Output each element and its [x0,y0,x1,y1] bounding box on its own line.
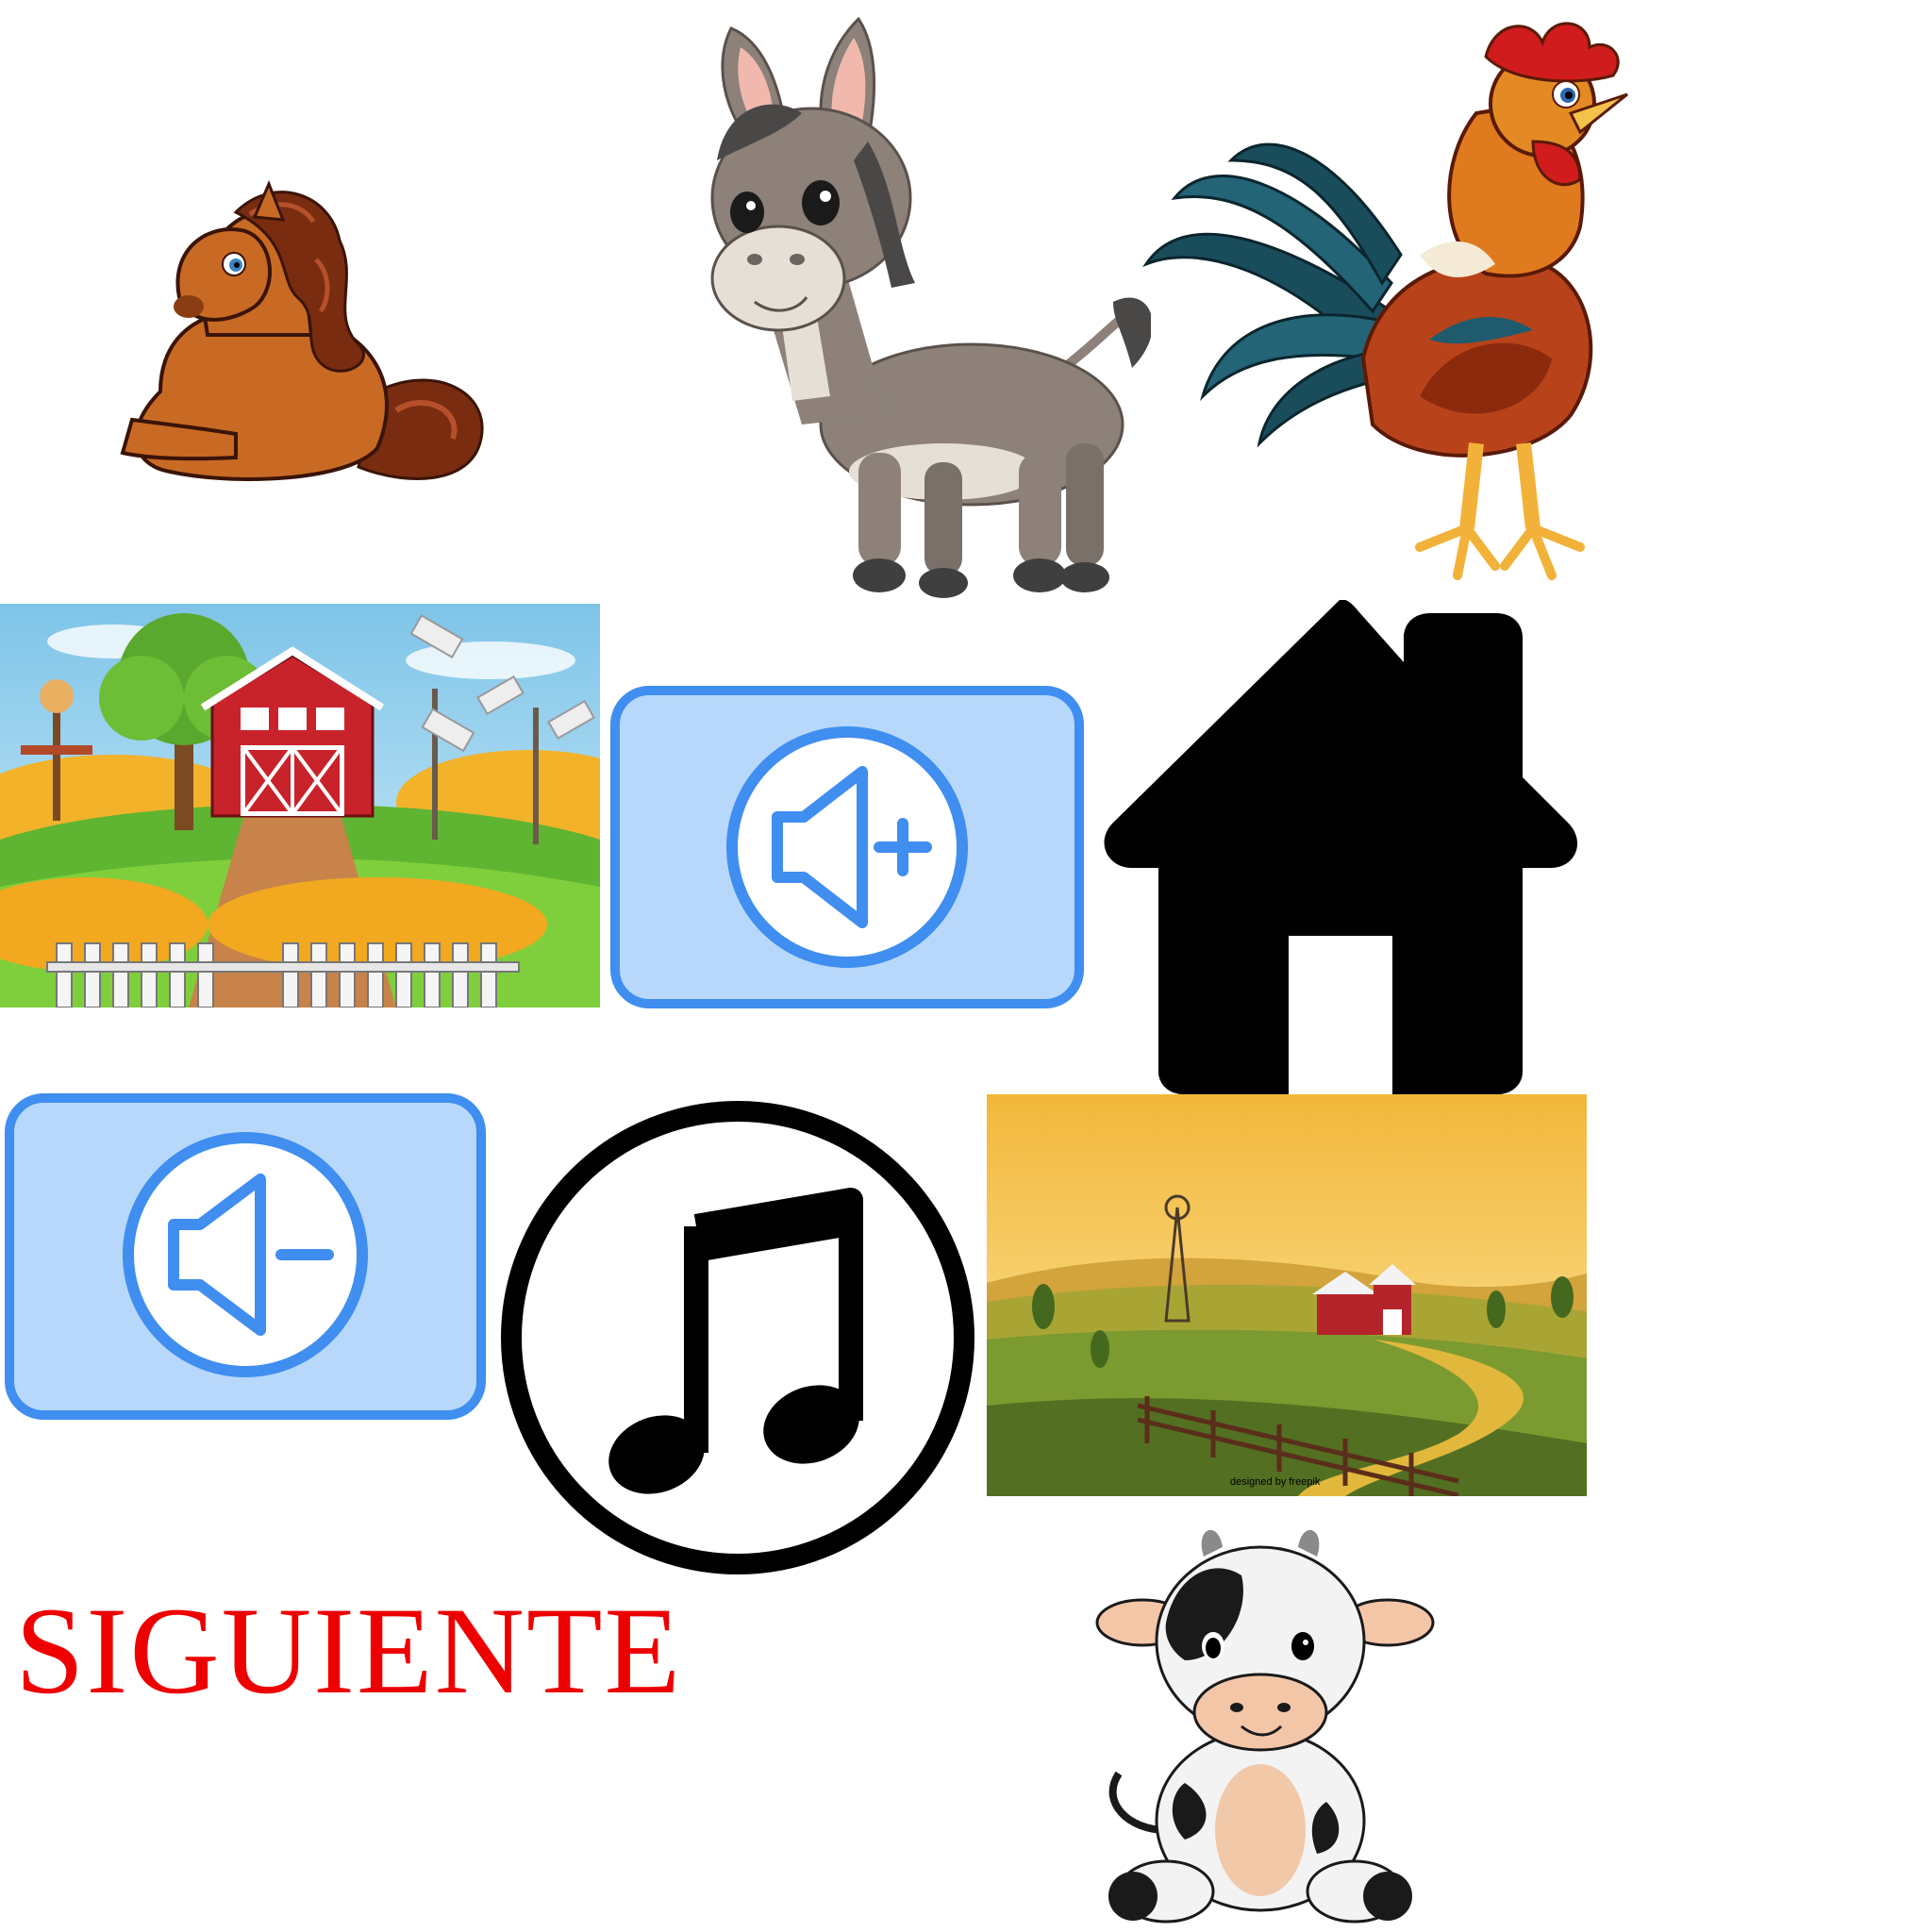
horse-image[interactable] [94,108,500,495]
donkey-image[interactable] [585,0,1151,604]
home-icon [1094,600,1587,1094]
credit-text: designed by freepik [1230,1476,1321,1488]
music-note-icon [494,1094,981,1581]
volume-down-button[interactable] [4,1092,487,1421]
countryside-scene-image[interactable] [987,1094,1587,1496]
home-button[interactable] [1094,600,1587,1094]
volume-down-icon [128,1138,362,1372]
music-button[interactable] [494,1094,981,1581]
farm-barn-scene-image[interactable] [0,604,600,1008]
rooster-image[interactable] [1137,0,1665,594]
cow-image[interactable] [987,1519,1534,1932]
volume-up-button[interactable] [609,685,1085,1009]
next-button[interactable]: SIGUIENTE [15,1581,683,1720]
volume-up-icon [732,732,962,962]
